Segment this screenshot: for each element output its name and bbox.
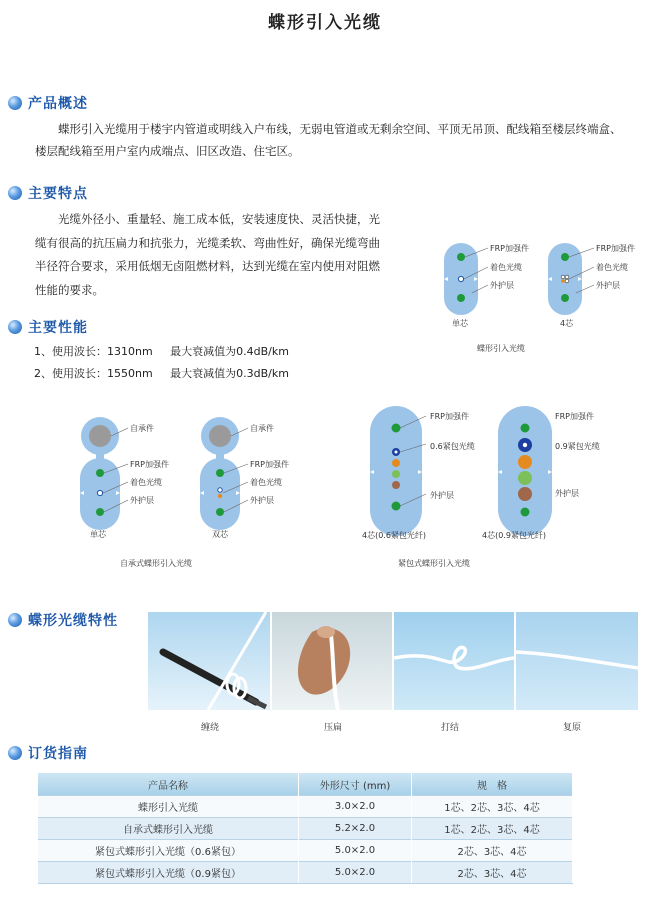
label-frp: FRP加强件 [490, 244, 529, 253]
bullet-icon [8, 613, 22, 627]
label-single-core: 单芯 [452, 319, 468, 328]
performance-heading-text: 主要性能 [28, 320, 88, 336]
photo-wrapping [148, 612, 270, 710]
caption-knotting: 打结 [440, 723, 459, 733]
caption-recovery: 复原 [562, 723, 581, 733]
table-row [38, 840, 573, 862]
page-title: 蝶形引入光缆 [268, 13, 382, 33]
photo-flattening [272, 612, 392, 710]
bullet-icon [8, 96, 22, 110]
label-frp: FRP加强件 [596, 244, 635, 253]
label-four-core-06: 4芯(0.6紧包光纤) [362, 531, 427, 540]
cell-product: 紧包式蝶形引入光缆（0.6紧包） [38, 840, 299, 862]
order-table [38, 773, 573, 884]
cell-spec: 1芯、2芯、3芯、4芯 [412, 818, 573, 840]
label-four-core: 4芯 [560, 319, 574, 328]
label-frp: FRP加强件 [430, 412, 469, 421]
header-dimension: 外形尺寸 (mm) [299, 773, 412, 796]
cell-product: 蝶形引入光缆 [38, 796, 299, 818]
cell-dimension: 5.0×2.0 [299, 840, 412, 862]
label-tight-09: 0.9紧包光缆 [555, 442, 600, 451]
label-colored-fiber: 着色光缆 [490, 263, 522, 272]
properties-heading [8, 610, 118, 630]
performance-heading [8, 317, 88, 337]
label-sheath: 外护层 [250, 496, 274, 505]
spec-line-2: 2、使用波长：1550nm 最大衰减值为0.3dB/km [34, 367, 289, 380]
features-heading [8, 183, 88, 203]
photo-recovery [516, 612, 638, 710]
overview-heading [8, 93, 88, 113]
tight-06-cross-section [370, 406, 426, 536]
caption-wrapping: 缠绕 [200, 723, 219, 733]
label-sheath: 外护层 [430, 491, 454, 500]
table-row [38, 818, 573, 840]
caption-tight-buffer: 紧包式蝶形引入光缆 [398, 559, 470, 568]
tight-09-cross-section [498, 406, 552, 536]
caption-butterfly-cable: 蝶形引入光缆 [477, 344, 525, 353]
caption-self-supporting: 自承式蝶形引入光缆 [120, 559, 192, 568]
order-heading [8, 743, 88, 763]
cell-dimension: 3.0×2.0 [299, 796, 412, 818]
cell-spec: 2芯、3芯、4芯 [412, 862, 573, 884]
caption-flattening: 压扁 [323, 723, 342, 733]
table-header-row [38, 773, 573, 796]
label-four-core-09: 4芯(0.9紧包光纤) [482, 531, 547, 540]
bullet-icon [8, 186, 22, 200]
label-tight-06: 0.6紧包光缆 [430, 442, 475, 451]
order-heading-text: 订货指南 [28, 746, 88, 762]
bullet-icon [8, 746, 22, 760]
spec-line-1: 1、使用波长：1310nm 最大衰减值为0.4dB/km [34, 345, 289, 358]
label-sheath: 外护层 [555, 489, 579, 498]
header-spec: 规 格 [412, 773, 573, 796]
four-core-cross-section [548, 243, 594, 315]
cell-dimension: 5.0×2.0 [299, 862, 412, 884]
cell-product: 紧包式蝶形引入光缆（0.9紧包） [38, 862, 299, 884]
properties-heading-text: 蝶形光缆特性 [28, 613, 118, 629]
table-row [38, 862, 573, 884]
features-heading-text: 主要特点 [28, 186, 88, 202]
cell-spec: 1芯、2芯、3芯、4芯 [412, 796, 573, 818]
label-colored-fiber: 着色光缆 [596, 263, 628, 272]
label-self-support: 自承件 [130, 424, 154, 433]
label-sheath: 外护层 [130, 496, 154, 505]
label-frp: FRP加强件 [555, 412, 594, 421]
header-product: 产品名称 [38, 773, 299, 796]
label-colored-fiber: 着色光缆 [250, 478, 282, 487]
features-text: 光缆外径小、重量轻、施工成本低，安装速度快、灵活快捷，光缆有很高的抗压扁力和抗张力，光缆柔软、弯曲性好，确保光缆弯曲半径符合要求，采用低烟无卤阻燃材料，达到光缆在室内使用对阻燃性能的要求。 [35, 212, 380, 297]
self-dual-cross-section [200, 417, 248, 530]
cell-dimension: 5.2×2.0 [299, 818, 412, 840]
self-single-cross-section [80, 417, 128, 530]
label-dual-core: 双芯 [212, 530, 228, 539]
single-core-cross-section [444, 243, 488, 315]
label-self-support: 自承件 [250, 424, 274, 433]
label-frp: FRP加强件 [250, 460, 289, 469]
overview-text: 蝶形引入光缆用于楼宇内管道或明线入户布线，无弱电管道或无剩余空间、平顶无吊顶、配线箱至楼层终端盒、楼层配线箱至用户室内成端点、旧区改造、住宅区。 [35, 122, 622, 158]
cell-spec: 2芯、3芯、4芯 [412, 840, 573, 862]
label-sheath: 外护层 [596, 281, 620, 290]
label-single-core: 单芯 [90, 530, 106, 539]
self-supporting-cable-diagram [70, 410, 320, 535]
label-colored-fiber: 着色光缆 [130, 478, 162, 487]
label-sheath: 外护层 [490, 281, 514, 290]
photo-knotting [394, 612, 514, 710]
label-frp: FRP加强件 [130, 460, 169, 469]
table-row [38, 796, 573, 818]
bullet-icon [8, 320, 22, 334]
cell-product: 自承式蝶形引入光缆 [38, 818, 299, 840]
overview-heading-text: 产品概述 [28, 96, 88, 112]
